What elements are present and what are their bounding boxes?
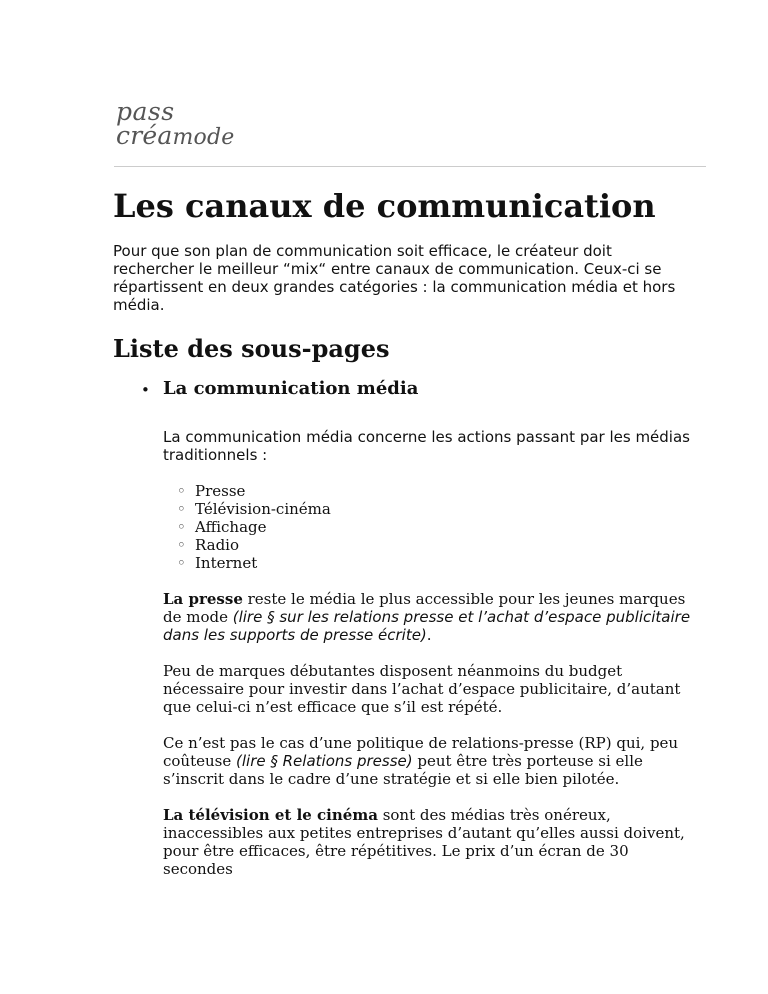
- paragraph-rp: [163, 734, 703, 788]
- italic-presse-note: (lire § sur les relations presse et l’achat d’espace publicitaire dans les supports de presse écrite): [163, 608, 691, 644]
- text-presse: reste le média le plus accessible pour les jeunes marques de mode: [163, 590, 686, 626]
- header-divider: [114, 166, 706, 167]
- bold-tv-cinema: La télévision et le cinéma: [163, 806, 378, 824]
- subpages-heading: Liste des sous-pages: [113, 334, 390, 363]
- lead-paragraph: La communication média concerne les actions passant par les médias traditionnels :: [163, 428, 690, 464]
- subpage-link-communication-media[interactable]: La communication média: [163, 378, 419, 399]
- paragraph-budget: Peu de marques débutantes disposent néanmoins du budget nécessaire pour investir dans l’achat d’espace publicitaire, d’autant que celui-ci n’est efficace que s’il est répété.: [163, 662, 681, 716]
- page-title: Les canaux de communication: [113, 187, 656, 225]
- subpage-content: [163, 428, 703, 896]
- text-rp: Ce n’est pas le cas d’une politique de relations-presse (RP) qui, peu coûteuse: [163, 734, 679, 770]
- list-item: ◦ Télévision-cinéma: [195, 500, 703, 518]
- list-item: ◦ Affichage: [195, 518, 703, 536]
- paragraph-tv-cinema: [163, 806, 703, 878]
- bold-presse: La presse: [163, 590, 243, 608]
- italic-rp-note: (lire § Relations presse): [236, 752, 413, 770]
- text-rp-end: peut être très porteuse si elle s’inscrit dans le cadre d’une stratégie et si elle bien pilotée.: [163, 752, 643, 788]
- logo[interactable]: [116, 97, 235, 150]
- logo-crea: créa: [116, 121, 173, 150]
- logo-mode: mode: [172, 125, 235, 150]
- text-tv-cinema: sont des médias très onéreux, inaccessibles aux petites entreprises d’autant qu’elles aussi doivent, pour être efficaces, être répétitives. Le prix d’un écran de 30 secondes: [163, 806, 685, 878]
- paragraph-presse: [163, 590, 703, 644]
- media-list: [163, 482, 703, 572]
- intro-paragraph: Pour que son plan de communication soit efficace, le créateur doit rechercher le meilleur “mix“ entre canaux de communication. Ceux-ci se répartissent en deux grandes catégories : la communication média et hors média.: [113, 242, 676, 314]
- list-item: ◦ Presse: [195, 482, 703, 500]
- text-presse-end: .: [426, 626, 432, 644]
- list-item: ◦ Internet: [195, 554, 703, 572]
- bullet-icon: •: [141, 381, 150, 399]
- list-item: ◦ Radio: [195, 536, 703, 554]
- logo-line-1: pass: [116, 97, 175, 126]
- logo-line-2: [116, 121, 235, 150]
